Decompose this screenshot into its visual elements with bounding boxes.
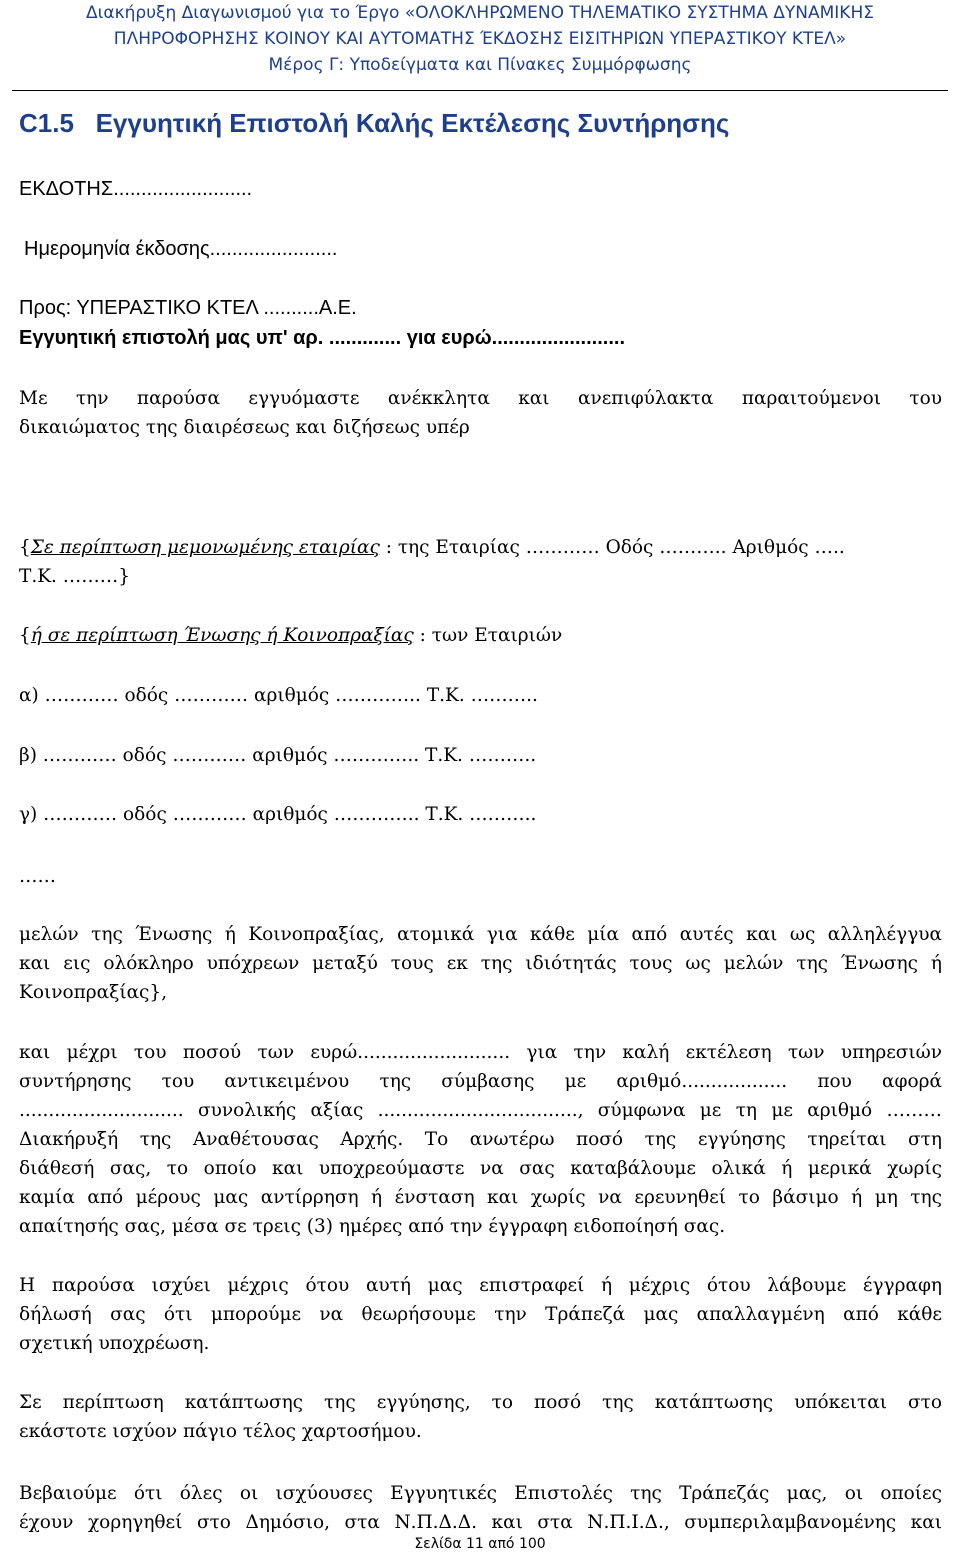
header-line-3: Μέρος Γ: Υποδείγματα και Πίνακες Συμμόρφωσης — [268, 55, 692, 75]
issuer-line: ΕΚΔΟΤΗΣ......................... — [19, 178, 253, 200]
forfeit-paragraph — [19, 1388, 942, 1446]
member-more: …… — [19, 866, 56, 887]
header-rule — [12, 90, 948, 91]
intro-paragraph — [19, 384, 942, 442]
single-company-label: Σε περίπτωση μεμονωμένης εταιρίας — [30, 537, 380, 558]
confirm-line-1: Βεβαιούμε ότι όλες οι ισχύουσες Εγγυητικές Επιστολές της Τράπεζάς μας, οι οποίες — [19, 1483, 942, 1504]
amount-line-5: διάθεσή σας, το οποίο και υποχρεούμαστε να σας καταβάλουμε ολικά ή μερικά χωρίς — [19, 1158, 942, 1179]
validity-line-1: Η παρούσα ισχύει μέχρις ότου αυτή μας επιστραφεί ή μέχρις ότου λάβουμε έγγραφη — [19, 1275, 942, 1296]
forfeit-line-1: Σε περίπτωση κατάπτωσης της εγγύησης, το ποσό της κατάπτωσης υπόκειται στο — [19, 1392, 942, 1413]
amount-line-6: καμία από μέρους μας αντίρρηση ή ένσταση και χωρίς να ερευνηθεί το βάσιμο ή μη της — [19, 1187, 942, 1208]
members-paragraph — [19, 920, 942, 1007]
validity-line-3: σχετική υποχρέωση. — [19, 1333, 210, 1354]
brace-open: { — [19, 537, 31, 558]
members-line-3: Κοινοπραξίας}, — [19, 982, 168, 1003]
recipient-line: Προς: ΥΠΕΡΑΣΤΙΚΟ ΚΤΕΛ ..........Α.Ε. — [19, 297, 357, 319]
single-company-clause — [19, 533, 845, 562]
page-footer: Σελίδα 11 από 100 — [414, 1536, 546, 1552]
amount-line-3: ............................ συνολικής αξίας .................................., σύμφωνα με τη με αριθμό ……… — [19, 1100, 942, 1121]
validity-paragraph — [19, 1271, 942, 1358]
amount-line-7: απαίτησής σας, μέσα σε τρεις (3) ημέρες από την έγγραφη ειδοποίησή σας. — [19, 1216, 726, 1237]
intro-line-2: δικαιώματος της διαιρέσεως και διζήσεως υπέρ — [19, 417, 470, 438]
confirm-paragraph — [19, 1479, 942, 1537]
single-company-postcode: Τ.Κ. ………} — [19, 566, 131, 587]
union-clause — [19, 621, 562, 650]
issue-date-line: Ημερομηνία έκδοσης....................... — [24, 238, 338, 260]
header-line-1: Διακήρυξη Διαγωνισμού για το Έργο «ΟΛΟΚΛΗΡΩΜΕΝΟ ΤΗΛΕΜΑΤΙΚΟ ΣΥΣΤΗΜΑ ΔΥΝΑΜΙΚΗΣ — [86, 3, 874, 23]
amount-line-2: συντήρησης του αντικειμένου της σύμβασης με αριθμό.................. που αφορά — [19, 1071, 942, 1092]
page-header — [0, 0, 960, 78]
member-a: α) ………… οδός ………… αριθμός ………….. Τ.Κ. ……….. — [19, 685, 538, 706]
amount-line-1: και μέχρι του ποσού των ευρώ.......................... για την καλή εκτέλεση των υπηρεσιών — [19, 1042, 942, 1063]
member-c: γ) ………… οδός ………… αριθμός ………….. Τ.Κ. ……….. — [19, 804, 537, 825]
forfeit-line-2: εκάστοτε ισχύον πάγιο τέλος χαρτοσήμου. — [19, 1421, 422, 1442]
validity-line-2: δήλωσή σας ότι μπορούμε να θεωρήσουμε την Τράπεζά μας απαλλαγμένη από κάθε — [19, 1304, 942, 1325]
amount-line-4: Διακήρυξή της Αναθέτουσας Αρχής. Το ανωτέρω ποσό της εγγύησης τηρείται στη — [19, 1129, 942, 1150]
union-label: ή σε περίπτωση Ένωσης ή Κοινοπραξίας — [30, 625, 414, 646]
amount-paragraph — [19, 1038, 942, 1241]
member-b: β) ………… οδός ………… αριθμός ………….. Τ.Κ. ……….. — [19, 745, 537, 766]
confirm-line-2: έχουν χορηγηθεί στο Δημόσιο, στα Ν.Π.Δ.Δ. και στα Ν.Π.Ι.Δ., συμπεριλαμβανομένης και — [19, 1512, 942, 1533]
letter-reference: Εγγυητική επιστολή μας υπ' αρ. ............. για ευρώ........................ — [19, 327, 625, 349]
brace-open: { — [19, 625, 31, 646]
section-title: C1.5 Εγγυητική Επιστολή Καλής Εκτέλεσης Συντήρησης — [19, 108, 730, 138]
single-company-fields: : της Εταιρίας ………… Οδός ……….. Αριθμός ….. — [379, 537, 845, 558]
members-line-1: μελών της Ένωσης ή Κοινοπραξίας, ατομικά για κάθε μία από αυτές και ως αλληλέγγυα — [19, 924, 942, 945]
header-line-2: ΠΛΗΡΟΦΟΡΗΣΗΣ ΚΟΙΝΟΥ ΚΑΙ ΑΥΤΟΜΑΤΗΣ ΈΚΔΟΣΗΣ ΕΙΣΙΤΗΡΙΩΝ ΥΠΕΡΑΣΤΙΚΟΥ ΚΤΕΛ» — [113, 29, 847, 49]
members-line-2: και εις ολόκληρο υπόχρεων μεταξύ τους εκ της ιδιότητάς τους ως μελών της Ένωσης ή — [19, 953, 942, 974]
union-fields: : των Εταιριών — [413, 625, 563, 646]
intro-line-1: Με την παρούσα εγγυόμαστε ανέκκλητα και ανεπιφύλακτα παραιτούμενοι του — [19, 388, 942, 409]
